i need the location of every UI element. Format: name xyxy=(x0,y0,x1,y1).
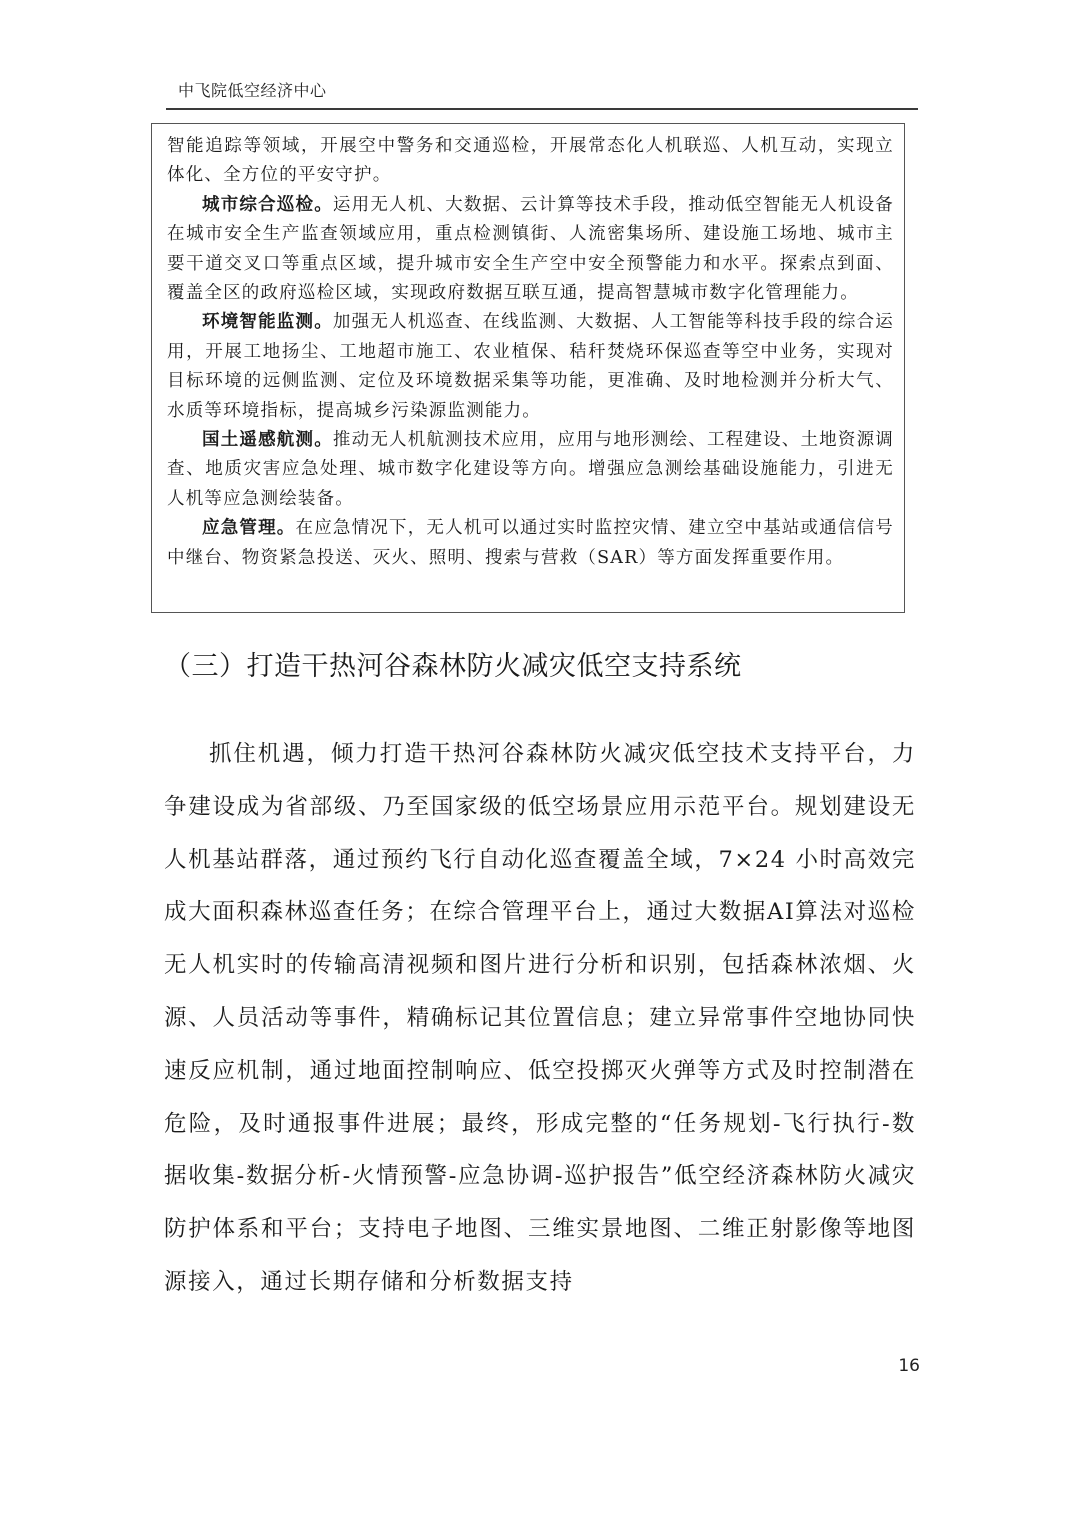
page-header xyxy=(166,78,918,106)
box-item-emergency-management xyxy=(167,514,894,573)
page-number: 16 xyxy=(898,1356,920,1376)
box-item-term: 环境智能监测。 xyxy=(202,312,333,333)
box-item-text: 在应急情况下，无人机可以通过实时监控灾情、建立空中基站或通信信号中继台、物资紧急投送、灭火、照明、搜索与营救（SAR）等方面发挥重要作用。 xyxy=(167,518,894,568)
box-item-urban-inspection xyxy=(167,191,894,309)
header-org-name: 中飞院低空经济中心 xyxy=(178,81,327,100)
section-heading: （三）打造干热河谷森林防火减灾低空支持系统 xyxy=(164,651,742,682)
box-item-text: 推动无人机航测技术应用，应用与地形测绘、工程建设、土地资源调查、地质灾害应急处理、城市数字化建设等方向。增强应急测绘基础设施能力，引进无人机等应急测绘装备。 xyxy=(167,430,894,509)
bordered-text-box xyxy=(151,123,905,613)
box-item-text: 运用无人机、大数据、云计算等技术手段，推动低空智能无人机设备在城市安全生产监查领域应用，重点检测镇街、人流密集场所、建设施工场地、城市主要干道交叉口等重点区域，提升城市安全生产空中安全预警能力和水平。探索点到面、覆盖全区的政府巡检区域，实现政府数据互联互通，提高智慧城市数字化管理能力。 xyxy=(167,194,894,304)
box-item-term: 城市综合巡检。 xyxy=(202,194,333,215)
box-intro-paragraph: 智能追踪等领域，开展空中警务和交通巡检，开展常态化人机联巡、人机互动，实现立体化、全方位的平安守护。 xyxy=(167,136,894,186)
header-rule xyxy=(166,108,918,110)
box-item-term: 应急管理。 xyxy=(202,518,296,539)
box-item-term: 国土遥感航测。 xyxy=(202,430,333,451)
box-item-environment-monitoring xyxy=(167,308,894,426)
box-item-text: 加强无人机巡查、在线监测、大数据、人工智能等科技手段的综合运用，开展工地扬尘、工地超市施工、农业植保、秸秆焚烧环保巡查等空中业务，实现对目标环境的远侧监测、定位及环境数据采集等功能，更准确、及时地检测并分析大气、水质等环境指标，提高城乡污染源监测能力。 xyxy=(167,312,894,421)
box-item-land-survey xyxy=(167,426,894,514)
section-body-paragraph: 抓住机遇，倾力打造干热河谷森林防火减灾低空技术支持平台，力争建设成为省部级、乃至国家级的低空场景应用示范平台。规划建设无人机基站群落，通过预约飞行自动化巡查覆盖全域，7×24 小时高效完成大面积森林巡查任务；在综合管理平台上，通过大数据AI算法对巡检无人机实时的传输高清视频和图片进行分析和识别，包括森林浓烟、火源、人员活动等事件，精确标记其位置信息；建立异常事件空地协同快速反应机制，通过地面控制响应、低空投掷灭火弹等方式及时控制潜在危险，及时通报事件进展；最终，形成完整的“任务规划-飞行执行-数据收集-数据分析-火情预警-应急协调-巡护报告”低空经济森林防火减灾防护体系和平台；支持电子地图、三维实景地图、二维正射影像等地图源接入，通过长期存储和分析数据支持 xyxy=(164,741,916,1295)
